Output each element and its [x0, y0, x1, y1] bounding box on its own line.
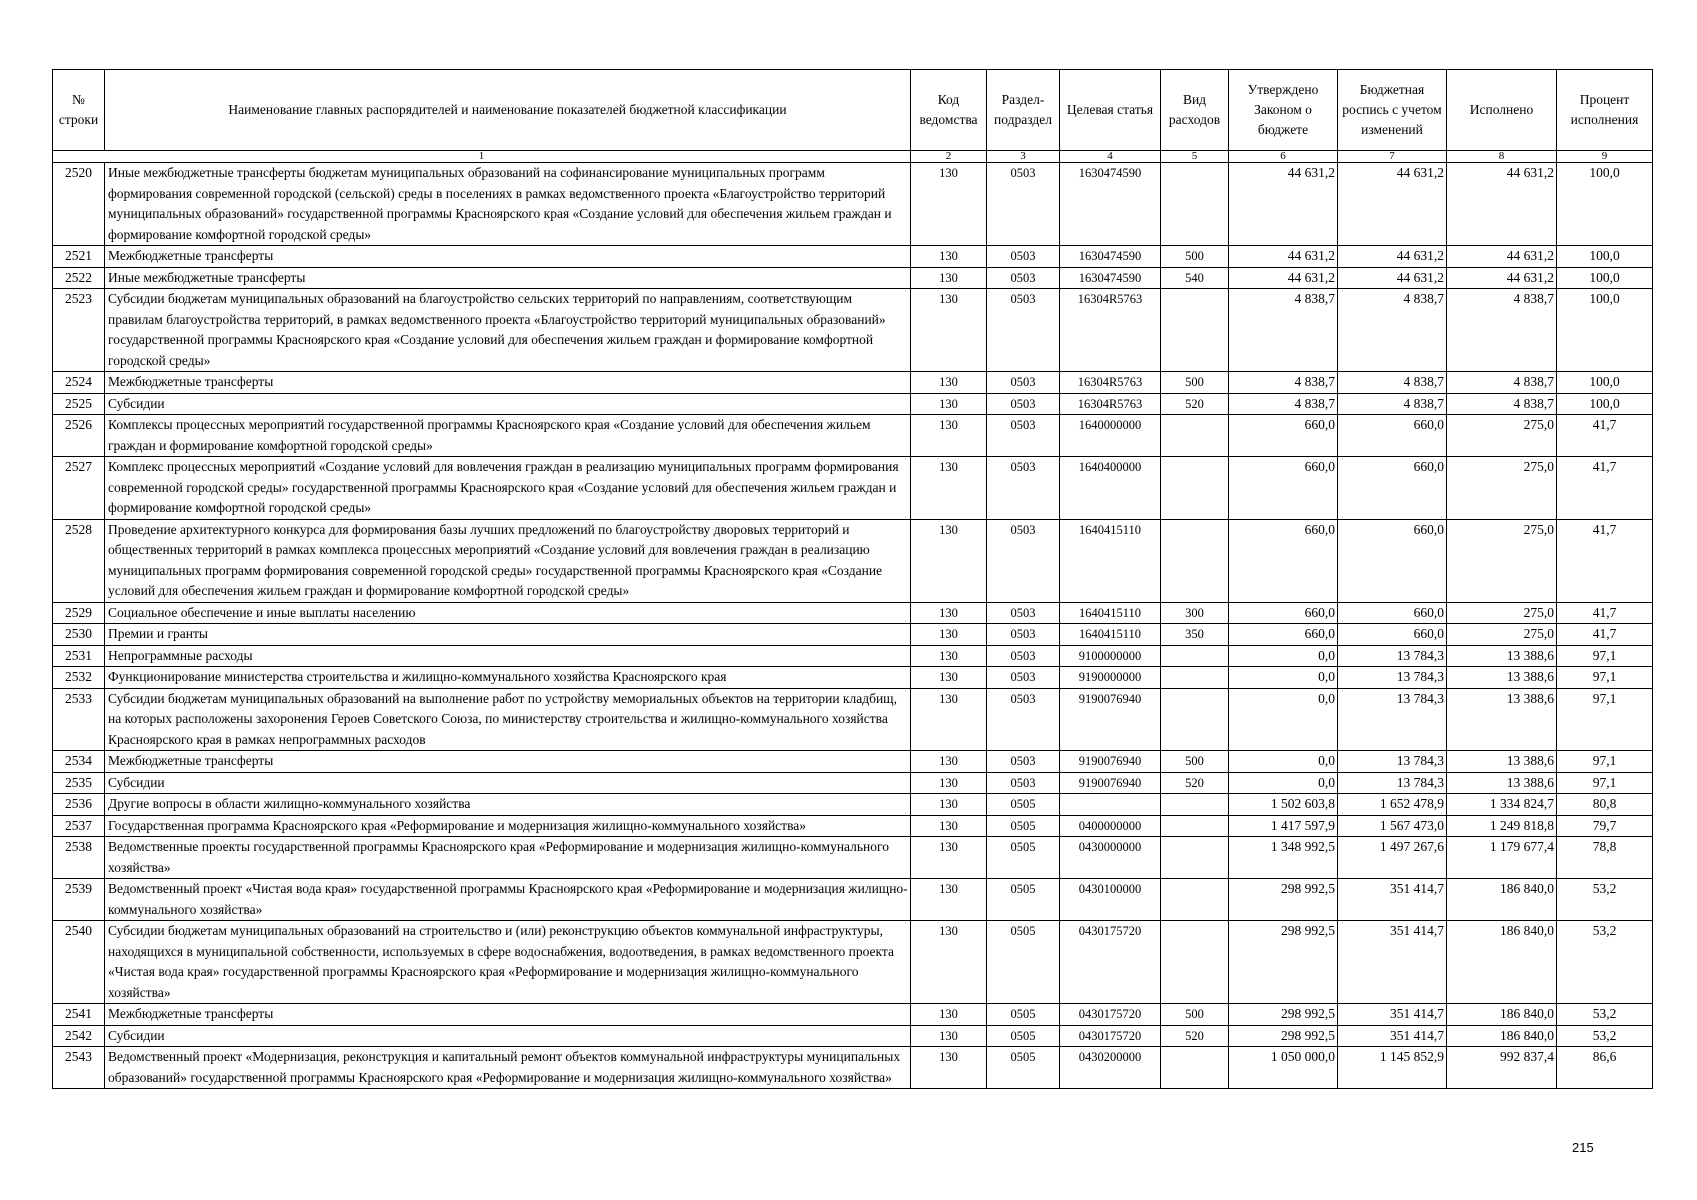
expense-type-cell: [1161, 415, 1229, 457]
row-name-cell: Ведомственный проект «Модернизация, реконструкция и капитальный ремонт объектов коммунальной инфраструктуры муниципальных образований» государственной программы Красноярского края «Реформирование и модернизация жилищно-коммунального хозяйства»: [105, 1047, 911, 1089]
ministry-code-cell: 130: [911, 837, 987, 879]
expense-type-cell: [1161, 457, 1229, 520]
table-row: [53, 602, 1653, 624]
executed-amount-cell: 186 840,0: [1447, 1025, 1557, 1047]
target-article-cell: 0430175720: [1060, 1025, 1161, 1047]
section-cell: 0505: [987, 1004, 1060, 1026]
target-article-cell: 0430200000: [1060, 1047, 1161, 1089]
expense-type-cell: 500: [1161, 1004, 1229, 1026]
ministry-code-cell: 130: [911, 1004, 987, 1026]
executed-amount-cell: 44 631,2: [1447, 246, 1557, 268]
target-article-cell: 1640415110: [1060, 602, 1161, 624]
table-row: [53, 289, 1653, 372]
expense-type-cell: [1161, 163, 1229, 246]
percent-cell: 100,0: [1557, 267, 1653, 289]
target-article-cell: 0430175720: [1060, 1004, 1161, 1026]
row-number-cell: 2527: [53, 457, 105, 520]
section-cell: 0503: [987, 163, 1060, 246]
executed-amount-cell: 186 840,0: [1447, 879, 1557, 921]
row-name-cell: Межбюджетные трансферты: [105, 246, 911, 268]
roster-amount-cell: 4 838,7: [1338, 289, 1447, 372]
section-cell: 0503: [987, 688, 1060, 751]
expense-type-cell: 300: [1161, 602, 1229, 624]
section-cell: 0503: [987, 667, 1060, 689]
section-cell: 0503: [987, 624, 1060, 646]
expense-type-cell: [1161, 879, 1229, 921]
percent-cell: 97,1: [1557, 772, 1653, 794]
expense-type-cell: 500: [1161, 246, 1229, 268]
expense-type-cell: 350: [1161, 624, 1229, 646]
roster-amount-cell: 1 145 852,9: [1338, 1047, 1447, 1089]
section-cell: 0505: [987, 1047, 1060, 1089]
row-number-cell: 2541: [53, 1004, 105, 1026]
roster-amount-cell: 44 631,2: [1338, 267, 1447, 289]
target-article-cell: 9190000000: [1060, 667, 1161, 689]
ministry-code-cell: 130: [911, 688, 987, 751]
roster-amount-cell: 1 652 478,9: [1338, 794, 1447, 816]
column-number: 9: [1557, 151, 1653, 163]
table-row: [53, 667, 1653, 689]
column-number: 1: [53, 151, 911, 163]
table-row: [53, 163, 1653, 246]
col-header-budget-roster: Бюджетная роспись с учетом изменений: [1338, 70, 1447, 151]
approved-amount-cell: 44 631,2: [1229, 246, 1338, 268]
executed-amount-cell: 13 388,6: [1447, 645, 1557, 667]
approved-amount-cell: 0,0: [1229, 772, 1338, 794]
target-article-cell: 0400000000: [1060, 815, 1161, 837]
percent-cell: 100,0: [1557, 393, 1653, 415]
ministry-code-cell: 130: [911, 602, 987, 624]
target-article-cell: 1630474590: [1060, 267, 1161, 289]
section-cell: 0503: [987, 751, 1060, 773]
executed-amount-cell: 4 838,7: [1447, 372, 1557, 394]
percent-cell: 78,8: [1557, 837, 1653, 879]
row-name-cell: Субсидии бюджетам муниципальных образований на строительство и (или) реконструкцию объектов коммунальной инфраструктуры, находящихся в муниципальной собственности, используемых в сфере водоснабжения, водоотведения, в рамках ведомственного проекта «Чистая вода края» государственной программы Красноярского края «Реформирование и модернизация жилищно-коммунального хозяйства»: [105, 921, 911, 1004]
table-row: [53, 879, 1653, 921]
section-cell: 0505: [987, 815, 1060, 837]
approved-amount-cell: 4 838,7: [1229, 393, 1338, 415]
expense-type-cell: [1161, 837, 1229, 879]
row-number-cell: 2540: [53, 921, 105, 1004]
table-row: [53, 645, 1653, 667]
target-article-cell: 1630474590: [1060, 163, 1161, 246]
target-article-cell: 9190076940: [1060, 688, 1161, 751]
expense-type-cell: [1161, 519, 1229, 602]
row-number-cell: 2532: [53, 667, 105, 689]
expense-type-cell: 520: [1161, 1025, 1229, 1047]
table-row: [53, 921, 1653, 1004]
section-cell: 0505: [987, 879, 1060, 921]
approved-amount-cell: 298 992,5: [1229, 921, 1338, 1004]
column-number: 8: [1447, 151, 1557, 163]
section-cell: 0503: [987, 289, 1060, 372]
expense-type-cell: [1161, 289, 1229, 372]
target-article-cell: 1640415110: [1060, 624, 1161, 646]
roster-amount-cell: 13 784,3: [1338, 688, 1447, 751]
col-header-name: Наименование главных распорядителей и наименование показателей бюджетной классификации: [105, 70, 911, 151]
table-row: [53, 415, 1653, 457]
roster-amount-cell: 660,0: [1338, 519, 1447, 602]
percent-cell: 100,0: [1557, 372, 1653, 394]
ministry-code-cell: 130: [911, 772, 987, 794]
col-header-target-article: Целевая статья: [1060, 70, 1161, 151]
executed-amount-cell: 1 179 677,4: [1447, 837, 1557, 879]
col-header-section: Раздел-подраздел: [987, 70, 1060, 151]
approved-amount-cell: 1 348 992,5: [1229, 837, 1338, 879]
roster-amount-cell: 13 784,3: [1338, 751, 1447, 773]
section-cell: 0503: [987, 393, 1060, 415]
table-row: [53, 624, 1653, 646]
row-name-cell: Иные межбюджетные трансферты: [105, 267, 911, 289]
row-name-cell: Субсидии: [105, 393, 911, 415]
budget-table-sheet: [52, 69, 1652, 1089]
row-number-cell: 2539: [53, 879, 105, 921]
section-cell: 0503: [987, 519, 1060, 602]
expense-type-cell: [1161, 1047, 1229, 1089]
ministry-code-cell: 130: [911, 246, 987, 268]
row-name-cell: Комплексы процессных мероприятий государственной программы Красноярского края «Создание условий для обеспечения жильем граждан и формирование комфортной городской среды»: [105, 415, 911, 457]
roster-amount-cell: 44 631,2: [1338, 163, 1447, 246]
percent-cell: 41,7: [1557, 415, 1653, 457]
section-cell: 0503: [987, 415, 1060, 457]
expense-type-cell: [1161, 921, 1229, 1004]
row-number-cell: 2537: [53, 815, 105, 837]
expense-type-cell: 540: [1161, 267, 1229, 289]
roster-amount-cell: 660,0: [1338, 602, 1447, 624]
executed-amount-cell: 1 249 818,8: [1447, 815, 1557, 837]
percent-cell: 41,7: [1557, 457, 1653, 520]
approved-amount-cell: 298 992,5: [1229, 879, 1338, 921]
ministry-code-cell: 130: [911, 267, 987, 289]
row-name-cell: Субсидии: [105, 772, 911, 794]
row-number-cell: 2534: [53, 751, 105, 773]
col-header-approved: Утверждено Законом о бюджете: [1229, 70, 1338, 151]
target-article-cell: 9100000000: [1060, 645, 1161, 667]
row-name-cell: Непрограммные расходы: [105, 645, 911, 667]
ministry-code-cell: 130: [911, 1047, 987, 1089]
roster-amount-cell: 4 838,7: [1338, 372, 1447, 394]
ministry-code-cell: 130: [911, 794, 987, 816]
target-article-cell: 1640400000: [1060, 457, 1161, 520]
approved-amount-cell: 0,0: [1229, 751, 1338, 773]
roster-amount-cell: 351 414,7: [1338, 1025, 1447, 1047]
column-number: 7: [1338, 151, 1447, 163]
percent-cell: 86,6: [1557, 1047, 1653, 1089]
section-cell: 0503: [987, 246, 1060, 268]
approved-amount-cell: 298 992,5: [1229, 1025, 1338, 1047]
table-row: [53, 1004, 1653, 1026]
expense-type-cell: [1161, 688, 1229, 751]
table-row: [53, 794, 1653, 816]
row-number-cell: 2524: [53, 372, 105, 394]
row-name-cell: Социальное обеспечение и иные выплаты населению: [105, 602, 911, 624]
executed-amount-cell: 44 631,2: [1447, 267, 1557, 289]
percent-cell: 100,0: [1557, 246, 1653, 268]
approved-amount-cell: 1 502 603,8: [1229, 794, 1338, 816]
row-name-cell: Комплекс процессных мероприятий «Создание условий для вовлечения граждан в реализацию муниципальных программ формирования современной городской среды» государственной программы Красноярского края «Создание условий для обеспечения жильем граждан и формирование комфортной городской среды»: [105, 457, 911, 520]
ministry-code-cell: 130: [911, 289, 987, 372]
expense-type-cell: [1161, 667, 1229, 689]
table-row: [53, 267, 1653, 289]
row-number-cell: 2530: [53, 624, 105, 646]
expense-type-cell: 520: [1161, 393, 1229, 415]
row-name-cell: Межбюджетные трансферты: [105, 372, 911, 394]
percent-cell: 41,7: [1557, 602, 1653, 624]
approved-amount-cell: 4 838,7: [1229, 289, 1338, 372]
table-row: [53, 246, 1653, 268]
executed-amount-cell: 13 388,6: [1447, 688, 1557, 751]
expense-type-cell: [1161, 645, 1229, 667]
table-row: [53, 815, 1653, 837]
row-number-cell: 2543: [53, 1047, 105, 1089]
row-number-cell: 2542: [53, 1025, 105, 1047]
roster-amount-cell: 351 414,7: [1338, 1004, 1447, 1026]
row-number-cell: 2520: [53, 163, 105, 246]
row-number-cell: 2533: [53, 688, 105, 751]
section-cell: 0505: [987, 794, 1060, 816]
percent-cell: 53,2: [1557, 879, 1653, 921]
ministry-code-cell: 130: [911, 921, 987, 1004]
target-article-cell: 9190076940: [1060, 751, 1161, 773]
table-body: [53, 163, 1653, 1089]
executed-amount-cell: 275,0: [1447, 457, 1557, 520]
row-name-cell: Межбюджетные трансферты: [105, 1004, 911, 1026]
table-row: [53, 1047, 1653, 1089]
ministry-code-cell: 130: [911, 372, 987, 394]
row-number-cell: 2523: [53, 289, 105, 372]
row-number-cell: 2529: [53, 602, 105, 624]
row-number-cell: 2521: [53, 246, 105, 268]
executed-amount-cell: 13 388,6: [1447, 772, 1557, 794]
row-name-cell: Субсидии бюджетам муниципальных образований на благоустройство сельских территорий по направлениям, соответствующим правилам благоустройства территорий, в рамках ведомственного проекта «Благоустройство территорий муниципальных образований» государственной программы Красноярского края «Создание условий для обеспечения жильем граждан и формирование комфортной городской среды»: [105, 289, 911, 372]
row-name-cell: Другие вопросы в области жилищно-коммунального хозяйства: [105, 794, 911, 816]
roster-amount-cell: 660,0: [1338, 624, 1447, 646]
expense-type-cell: 500: [1161, 372, 1229, 394]
roster-amount-cell: 4 838,7: [1338, 393, 1447, 415]
section-cell: 0503: [987, 602, 1060, 624]
roster-amount-cell: 1 497 267,6: [1338, 837, 1447, 879]
percent-cell: 53,2: [1557, 1004, 1653, 1026]
ministry-code-cell: 130: [911, 815, 987, 837]
approved-amount-cell: 660,0: [1229, 624, 1338, 646]
col-header-executed: Исполнено: [1447, 70, 1557, 151]
row-name-cell: Премии и гранты: [105, 624, 911, 646]
section-cell: 0503: [987, 645, 1060, 667]
executed-amount-cell: 275,0: [1447, 519, 1557, 602]
row-name-cell: Государственная программа Красноярского края «Реформирование и модернизация жилищно-коммунального хозяйства»: [105, 815, 911, 837]
section-cell: 0503: [987, 267, 1060, 289]
row-name-cell: Проведение архитектурного конкурса для формирования базы лучших предложений по благоустройству дворовых территорий и общественных территорий в рамках комплекса процессных мероприятий «Создание условий для вовлечения граждан в реализацию муниципальных программ формирования современной городской среды» государственной программы Красноярского края «Создание условий для обеспечения жильем граждан и формирование комфортной городской среды»: [105, 519, 911, 602]
target-article-cell: 1640415110: [1060, 519, 1161, 602]
table-row: [53, 519, 1653, 602]
expense-type-cell: 520: [1161, 772, 1229, 794]
table-row: [53, 1025, 1653, 1047]
ministry-code-cell: 130: [911, 645, 987, 667]
ministry-code-cell: 130: [911, 624, 987, 646]
row-name-cell: Субсидии: [105, 1025, 911, 1047]
ministry-code-cell: 130: [911, 751, 987, 773]
percent-cell: 79,7: [1557, 815, 1653, 837]
percent-cell: 53,2: [1557, 1025, 1653, 1047]
percent-cell: 97,1: [1557, 751, 1653, 773]
roster-amount-cell: 351 414,7: [1338, 921, 1447, 1004]
section-cell: 0503: [987, 457, 1060, 520]
row-number-cell: 2535: [53, 772, 105, 794]
budget-table: [52, 69, 1653, 1089]
row-number-cell: 2538: [53, 837, 105, 879]
ministry-code-cell: 130: [911, 163, 987, 246]
percent-cell: 41,7: [1557, 624, 1653, 646]
executed-amount-cell: 13 388,6: [1447, 667, 1557, 689]
approved-amount-cell: 0,0: [1229, 667, 1338, 689]
row-number-cell: 2528: [53, 519, 105, 602]
row-name-cell: Иные межбюджетные трансферты бюджетам муниципальных образований на софинансирование муниципальных программ формирования современной городской (сельской) среды в поселениях в рамках ведомственного проекта «Благоустройство территорий муниципальных образований» государственной программы Красноярского края «Создание условий для обеспечения жильем граждан и формирование комфортной городской среды»: [105, 163, 911, 246]
roster-amount-cell: 13 784,3: [1338, 645, 1447, 667]
percent-cell: 100,0: [1557, 163, 1653, 246]
executed-amount-cell: 4 838,7: [1447, 393, 1557, 415]
percent-cell: 100,0: [1557, 289, 1653, 372]
col-header-expense-type: Вид расходов: [1161, 70, 1229, 151]
row-name-cell: Межбюджетные трансферты: [105, 751, 911, 773]
col-header-row-number: № строки: [53, 70, 105, 151]
row-number-cell: 2531: [53, 645, 105, 667]
column-number: 2: [911, 151, 987, 163]
percent-cell: 41,7: [1557, 519, 1653, 602]
target-article-cell: 16304R5763: [1060, 372, 1161, 394]
approved-amount-cell: 0,0: [1229, 645, 1338, 667]
table-row: [53, 372, 1653, 394]
executed-amount-cell: 186 840,0: [1447, 1004, 1557, 1026]
column-number: 6: [1229, 151, 1338, 163]
executed-amount-cell: 992 837,4: [1447, 1047, 1557, 1089]
table-row: [53, 837, 1653, 879]
roster-amount-cell: 44 631,2: [1338, 246, 1447, 268]
approved-amount-cell: 660,0: [1229, 457, 1338, 520]
percent-cell: 97,1: [1557, 667, 1653, 689]
approved-amount-cell: 1 417 597,9: [1229, 815, 1338, 837]
approved-amount-cell: 0,0: [1229, 688, 1338, 751]
row-name-cell: Субсидии бюджетам муниципальных образований на выполнение работ по устройству мемориальных объектов на территории кладбищ, на которых расположены захоронения Героев Советского Союза, по министерству строительства и жилищно-коммунального хозяйства Красноярского края в рамках непрограммных расходов: [105, 688, 911, 751]
table-header-row: [53, 70, 1653, 151]
executed-amount-cell: 186 840,0: [1447, 921, 1557, 1004]
section-cell: 0505: [987, 1025, 1060, 1047]
ministry-code-cell: 130: [911, 415, 987, 457]
target-article-cell: 0430175720: [1060, 921, 1161, 1004]
section-cell: 0505: [987, 837, 1060, 879]
executed-amount-cell: 13 388,6: [1447, 751, 1557, 773]
ministry-code-cell: 130: [911, 879, 987, 921]
target-article-cell: 1630474590: [1060, 246, 1161, 268]
executed-amount-cell: 275,0: [1447, 415, 1557, 457]
approved-amount-cell: 660,0: [1229, 519, 1338, 602]
target-article-cell: 1640000000: [1060, 415, 1161, 457]
section-cell: 0503: [987, 372, 1060, 394]
executed-amount-cell: 275,0: [1447, 624, 1557, 646]
column-number: 4: [1060, 151, 1161, 163]
approved-amount-cell: 4 838,7: [1229, 372, 1338, 394]
col-header-ministry-code: Код ведомства: [911, 70, 987, 151]
expense-type-cell: [1161, 815, 1229, 837]
column-number: 5: [1161, 151, 1229, 163]
table-row: [53, 751, 1653, 773]
ministry-code-cell: 130: [911, 457, 987, 520]
target-article-cell: [1060, 794, 1161, 816]
roster-amount-cell: 1 567 473,0: [1338, 815, 1447, 837]
table-row: [53, 772, 1653, 794]
row-name-cell: Ведомственные проекты государственной программы Красноярского края «Реформирование и модернизация жилищно-коммунального хозяйства»: [105, 837, 911, 879]
roster-amount-cell: 351 414,7: [1338, 879, 1447, 921]
section-cell: 0505: [987, 921, 1060, 1004]
roster-amount-cell: 660,0: [1338, 415, 1447, 457]
table-row: [53, 393, 1653, 415]
target-article-cell: 9190076940: [1060, 772, 1161, 794]
approved-amount-cell: 660,0: [1229, 602, 1338, 624]
row-name-cell: Ведомственный проект «Чистая вода края» государственной программы Красноярского края «Реформирование и модернизация жилищно-коммунального хозяйства»: [105, 879, 911, 921]
target-article-cell: 0430000000: [1060, 837, 1161, 879]
column-number-row: [53, 151, 1653, 163]
ministry-code-cell: 130: [911, 667, 987, 689]
target-article-cell: 16304R5763: [1060, 393, 1161, 415]
percent-cell: 97,1: [1557, 645, 1653, 667]
target-article-cell: 16304R5763: [1060, 289, 1161, 372]
percent-cell: 53,2: [1557, 921, 1653, 1004]
approved-amount-cell: 44 631,2: [1229, 163, 1338, 246]
row-number-cell: 2522: [53, 267, 105, 289]
approved-amount-cell: 44 631,2: [1229, 267, 1338, 289]
roster-amount-cell: 13 784,3: [1338, 772, 1447, 794]
percent-cell: 97,1: [1557, 688, 1653, 751]
ministry-code-cell: 130: [911, 393, 987, 415]
table-row: [53, 688, 1653, 751]
row-number-cell: 2536: [53, 794, 105, 816]
executed-amount-cell: 4 838,7: [1447, 289, 1557, 372]
column-number: 3: [987, 151, 1060, 163]
page-number: 215: [1572, 1140, 1594, 1155]
row-name-cell: Функционирование министерства строительства и жилищно-коммунального хозяйства Красноярского края: [105, 667, 911, 689]
target-article-cell: 0430100000: [1060, 879, 1161, 921]
roster-amount-cell: 13 784,3: [1338, 667, 1447, 689]
expense-type-cell: 500: [1161, 751, 1229, 773]
ministry-code-cell: 130: [911, 1025, 987, 1047]
roster-amount-cell: 660,0: [1338, 457, 1447, 520]
expense-type-cell: [1161, 794, 1229, 816]
row-number-cell: 2526: [53, 415, 105, 457]
executed-amount-cell: 44 631,2: [1447, 163, 1557, 246]
executed-amount-cell: 1 334 824,7: [1447, 794, 1557, 816]
row-number-cell: 2525: [53, 393, 105, 415]
approved-amount-cell: 1 050 000,0: [1229, 1047, 1338, 1089]
section-cell: 0503: [987, 772, 1060, 794]
col-header-percent: Процент исполнения: [1557, 70, 1653, 151]
executed-amount-cell: 275,0: [1447, 602, 1557, 624]
ministry-code-cell: 130: [911, 519, 987, 602]
approved-amount-cell: 298 992,5: [1229, 1004, 1338, 1026]
percent-cell: 80,8: [1557, 794, 1653, 816]
approved-amount-cell: 660,0: [1229, 415, 1338, 457]
table-row: [53, 457, 1653, 520]
